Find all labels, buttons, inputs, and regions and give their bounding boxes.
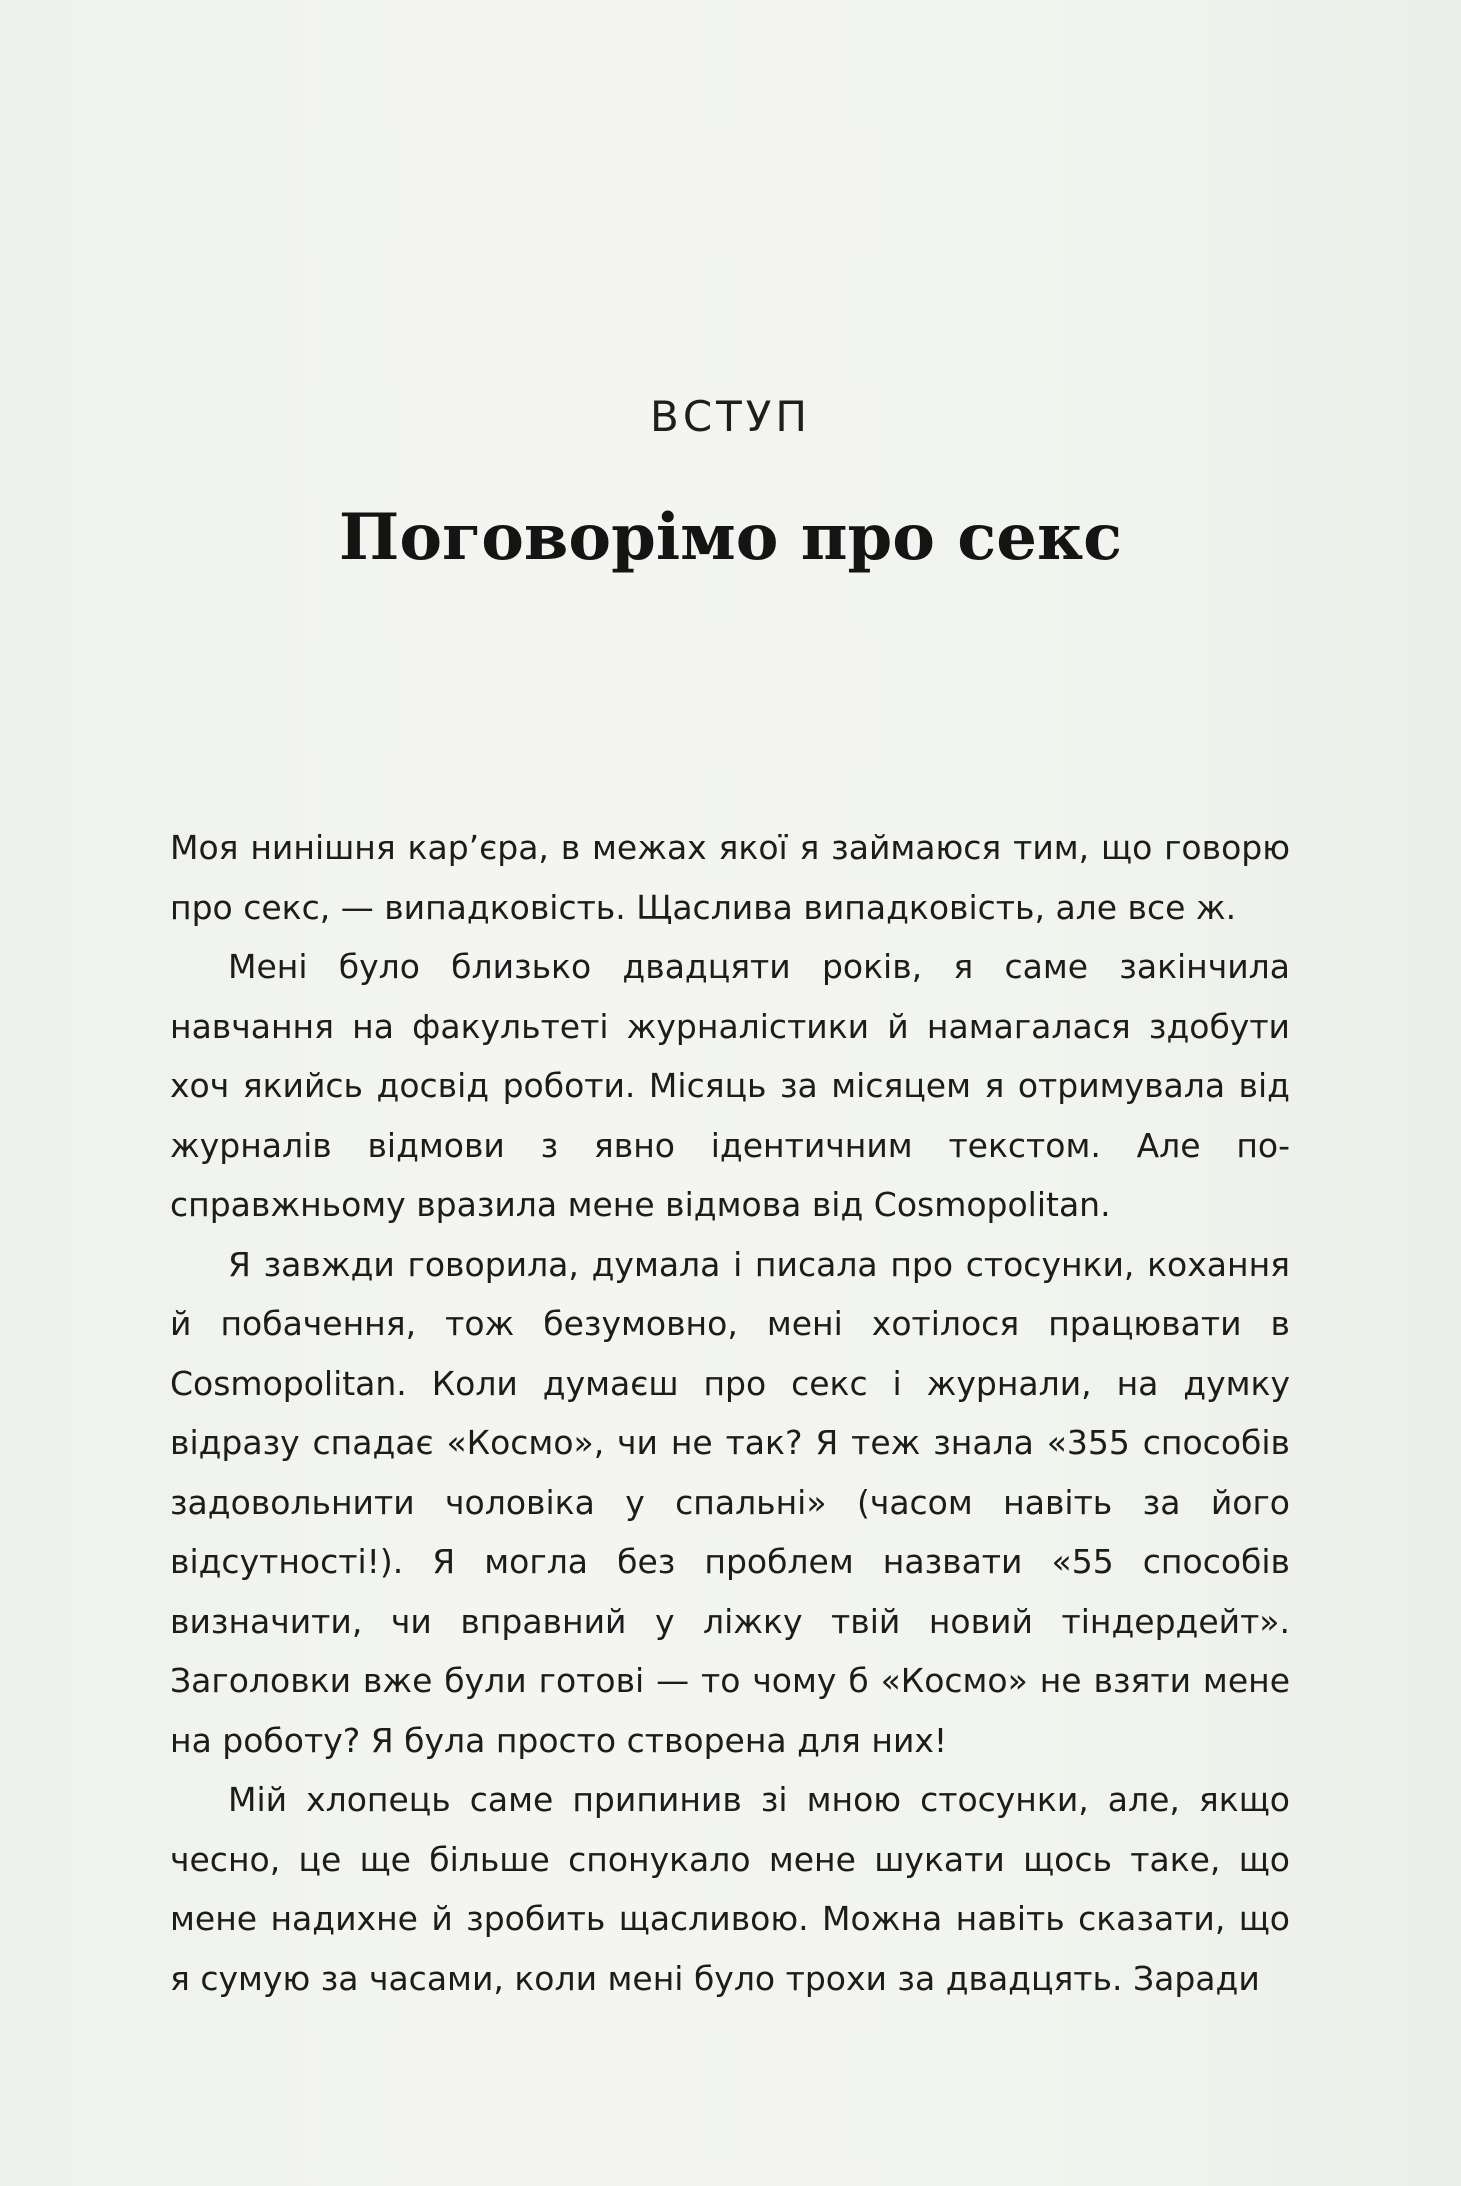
paragraph-3: Я завжди говорила, думала і писала про стосунки, кохання й побачення, тож безумовно, мені хотілося працювати в Cosmopolitan. Коли думаєш про секс і журнали, на думку відразу спадає «Космо», чи не так? Я теж знала «355 способів задовольнити чоловіка у спальні» (часом навіть за його відсутності!). Я могла без проблем назвати «55 способів визначити, чи вправний у ліжку твій новий тіндердейт». Заголовки вже були готові — то чому б «Космо» не взяти мене на роботу? Я була просто створена для них!	[170, 1244, 1290, 1760]
paragraph-4: Мій хлопець саме припинив зі мною стосунки, але, якщо чесно, це ще більше спонукало мене шукати щось таке, що мене надихне й зробить щасливою. Можна навіть сказати, що я сумую за часами, коли мені було трохи за двадцять. Заради	[170, 1780, 1290, 1998]
chapter-label: ВСТУП	[650, 392, 811, 441]
paragraph-1: Моя нинішня кар’єра, в межах якої я займаюся тим, що говорю про секс, — випадковість. Щаслива випадковість, але все ж.	[170, 828, 1290, 927]
chapter-body	[170, 818, 1290, 2008]
chapter-title: Поговорімо про секс	[338, 500, 1123, 575]
paragraph-2: Мені було близько двадцяти років, я саме закінчила навчання на факультеті журналістики й намагалася здобути хоч якийсь досвід роботи. Місяць за місяцем я отримувала від журналів відмови з явно ідентичним текстом. Але по-справжньому вразила мене відмова від Cosmopolitan.	[170, 947, 1290, 1224]
